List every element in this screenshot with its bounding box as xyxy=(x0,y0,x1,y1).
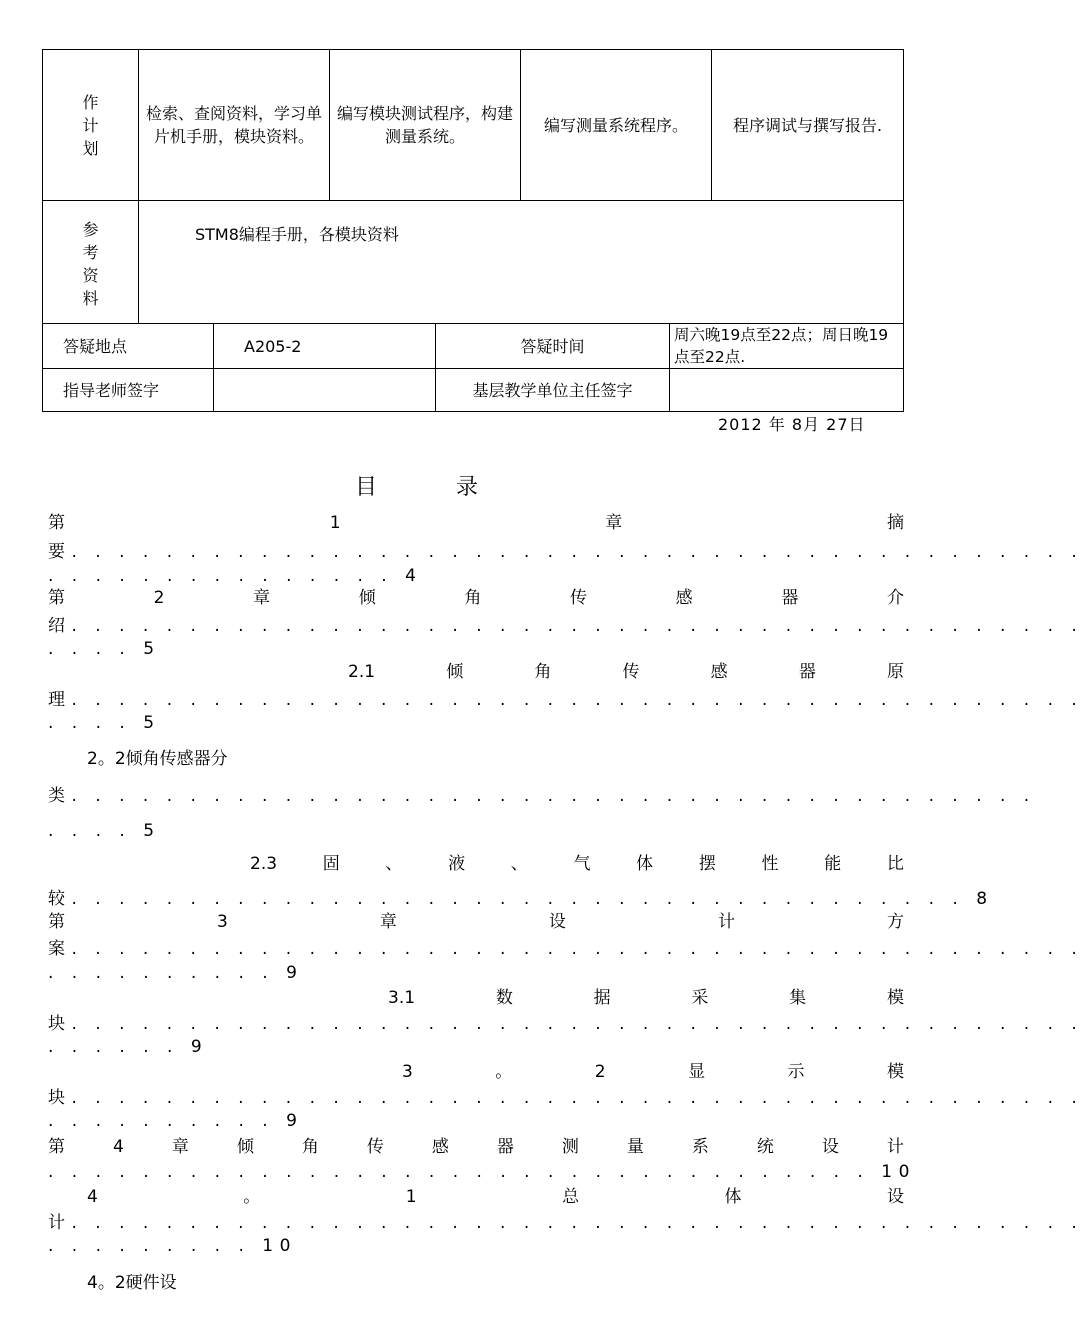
plan-step-2: 编写模块测试程序，构建测量系统。 xyxy=(330,50,521,201)
toc-token: 、 xyxy=(510,854,528,874)
toc-token: 器 xyxy=(496,1137,514,1157)
toc-token: 3 xyxy=(402,1062,413,1082)
plan-label-char: 计 xyxy=(82,115,99,135)
toc-token: 2.1 xyxy=(348,662,376,682)
toc-token: 第 xyxy=(48,1137,65,1157)
toc-token: 第 xyxy=(48,588,65,608)
qa-time-value: 周六晚19点至22点；周日晚19点至22点. xyxy=(670,324,904,369)
toc-token: 方 xyxy=(886,912,904,932)
toc-token: 液 xyxy=(448,854,466,874)
toc-line: . . . . . . . . . . 9 xyxy=(48,963,304,983)
toc-title: 目 录 xyxy=(355,475,514,500)
toc-line xyxy=(388,985,904,1011)
toc-token: 统 xyxy=(756,1137,774,1157)
toc-token: 1 xyxy=(329,513,341,533)
toc-token: 角 xyxy=(464,588,482,608)
toc-line xyxy=(48,585,904,611)
toc-token: 数 xyxy=(495,988,513,1008)
toc-line: 块. . . . . . . . . . . . . . . . . . . . . . . . . . . . . . . . . . . . . . . . . . . xyxy=(48,1014,1083,1034)
toc-token: 章 xyxy=(379,912,397,932)
qa-place-label: 答疑地点 xyxy=(43,324,214,369)
plan-label-cell xyxy=(43,50,139,201)
toc-line xyxy=(48,1134,904,1160)
toc-token: 章 xyxy=(605,513,623,533)
toc-line: 4。2硬件设 xyxy=(87,1273,177,1293)
toc-token: 2 xyxy=(153,588,165,608)
qa-row-place-time xyxy=(43,324,904,369)
toc-token: 感 xyxy=(431,1137,449,1157)
plan-step-4: 程序调试与撰写报告. xyxy=(712,50,904,201)
toc-token: 集 xyxy=(789,988,807,1008)
toc-token: 角 xyxy=(301,1137,319,1157)
toc-token: 器 xyxy=(798,662,816,682)
toc-token: 计 xyxy=(886,1137,904,1157)
toc-line xyxy=(48,510,904,536)
toc-token: 模 xyxy=(887,1062,904,1082)
toc-token: 传 xyxy=(622,662,640,682)
toc-token: 模 xyxy=(886,988,904,1008)
toc-line: . . . . . . . . . 10 xyxy=(48,1236,297,1256)
plan-table xyxy=(42,49,904,324)
toc-token: 系 xyxy=(691,1137,709,1157)
toc-token: 设 xyxy=(821,1137,839,1157)
toc-token: 倾 xyxy=(446,662,464,682)
toc-token: 介 xyxy=(886,588,904,608)
reference-label-cell xyxy=(43,201,139,324)
toc-line: 块. . . . . . . . . . . . . . . . . . . . . . . . . . . . . . . . . . . . . . . . . . . xyxy=(48,1088,1083,1108)
toc-line: . . . . . . 9 xyxy=(48,1037,209,1057)
qa-place-value: A205-2 xyxy=(214,324,436,369)
toc-token: 4 xyxy=(113,1137,124,1157)
toc-token: 采 xyxy=(691,988,709,1008)
toc-line: 类. . . . . . . . . . . . . . . . . . . . . . . . . . . . . . . . . . . . . . . . . xyxy=(48,786,1036,806)
toc-token: 感 xyxy=(675,588,693,608)
toc-line: . . . . 5 xyxy=(48,639,161,659)
toc-line xyxy=(48,909,904,935)
toc-token: 计 xyxy=(717,912,735,932)
toc-token: 设 xyxy=(887,1187,904,1207)
toc-token: 固 xyxy=(322,854,340,874)
toc-token: 器 xyxy=(781,588,799,608)
qa-time-label: 答疑时间 xyxy=(436,324,670,369)
toc-line: 要. . . . . . . . . . . . . . . . . . . . . . . . . . . . . . . . . . . . . . . . . . . xyxy=(48,542,1083,562)
toc-token: 第 xyxy=(48,912,65,932)
toc-token: 4 xyxy=(87,1187,98,1207)
plan-row xyxy=(43,50,904,201)
toc-token: 感 xyxy=(710,662,728,682)
document-date: 2012 年 8月 27日 xyxy=(718,415,866,434)
toc-line xyxy=(348,659,904,685)
toc-token: 3.1 xyxy=(388,988,416,1008)
toc-token: 3 xyxy=(217,912,228,932)
toc-token: 总 xyxy=(562,1187,580,1207)
toc-token: 倾 xyxy=(236,1137,254,1157)
toc-token: 体 xyxy=(724,1187,742,1207)
qa-row-signatures xyxy=(43,369,904,412)
toc-token: 测 xyxy=(561,1137,579,1157)
qa-advisor-label: 指导老师签字 xyxy=(43,369,214,412)
toc-token: 章 xyxy=(253,588,271,608)
toc-line: 绍. . . . . . . . . . . . . . . . . . . . . . . . . . . . . . . . . . . . . . . . . . . xyxy=(48,616,1083,636)
toc-line: . . . . 5 xyxy=(48,821,161,841)
reference-label-char: 资 xyxy=(82,266,99,285)
toc-token: 章 xyxy=(171,1137,189,1157)
toc-token: 气 xyxy=(573,854,591,874)
toc-line: 计. . . . . . . . . . . . . . . . . . . . . . . . . . . . . . . . . . . . . . . . . . . xyxy=(48,1213,1083,1233)
toc-line: 2。2倾角传感器分 xyxy=(87,749,228,769)
toc-line: 理. . . . . . . . . . . . . . . . . . . . . . . . . . . . . . . . . . . . . . . . . . . xyxy=(48,690,1083,710)
toc-line: . . . . 5 xyxy=(48,713,161,733)
toc-line: 较. . . . . . . . . . . . . . . . . . . . . . . . . . . . . . . . . . . . . . 8 xyxy=(48,889,994,909)
toc-token: 摘 xyxy=(886,513,904,533)
toc-token: 。 xyxy=(495,1062,513,1082)
reference-label-char: 料 xyxy=(82,289,99,308)
toc-token: 示 xyxy=(787,1062,805,1082)
toc-line: . . . . . . . . . . 9 xyxy=(48,1111,304,1131)
toc-token: 2.3 xyxy=(250,854,278,874)
qa-advisor-signature xyxy=(214,369,436,412)
toc-line xyxy=(402,1059,904,1085)
toc-line xyxy=(250,851,904,877)
toc-token: 设 xyxy=(548,912,566,932)
plan-label-char: 作 xyxy=(82,92,99,112)
plan-step-3: 编写测量系统程序。 xyxy=(521,50,712,201)
toc-token: 原 xyxy=(886,662,904,682)
toc-token: 角 xyxy=(534,662,552,682)
reference-text: STM8编程手册，各模块资料 xyxy=(139,201,904,324)
toc-token: 摆 xyxy=(698,854,716,874)
reference-label-char: 参 xyxy=(82,220,99,239)
toc-token: 、 xyxy=(385,854,403,874)
qa-table xyxy=(42,323,904,412)
toc-token: 倾 xyxy=(358,588,376,608)
toc-token: 传 xyxy=(366,1137,384,1157)
reference-row xyxy=(43,201,904,324)
toc-token: 传 xyxy=(570,588,588,608)
reference-label-char: 考 xyxy=(82,243,99,262)
toc-token: 2 xyxy=(594,1062,606,1082)
toc-token: 比 xyxy=(886,854,904,874)
plan-step-1: 检索、查阅资料，学习单片机手册，模块资料。 xyxy=(139,50,330,201)
toc-line xyxy=(87,1184,904,1210)
toc-token: 显 xyxy=(688,1062,706,1082)
toc-token: 第 xyxy=(48,513,65,533)
toc-line: . . . . . . . . . . . . . . . 4 xyxy=(48,566,423,586)
toc-token: 能 xyxy=(824,854,842,874)
qa-director-signature xyxy=(670,369,904,412)
toc-token: 量 xyxy=(626,1137,644,1157)
plan-label-char: 划 xyxy=(82,138,99,158)
toc-line: . . . . . . . . . . . . . . . . . . . . . . . . . . . . . . . . . . . 10 xyxy=(48,1162,916,1182)
toc-line: 案. . . . . . . . . . . . . . . . . . . . . . . . . . . . . . . . . . . . . . . . . . . xyxy=(48,939,1083,959)
toc-token: 1 xyxy=(405,1187,417,1207)
toc-token: 。 xyxy=(243,1187,261,1207)
toc-token: 据 xyxy=(593,988,611,1008)
toc-token: 性 xyxy=(761,854,779,874)
qa-director-label: 基层教学单位主任签字 xyxy=(436,369,670,412)
toc-token: 体 xyxy=(636,854,654,874)
